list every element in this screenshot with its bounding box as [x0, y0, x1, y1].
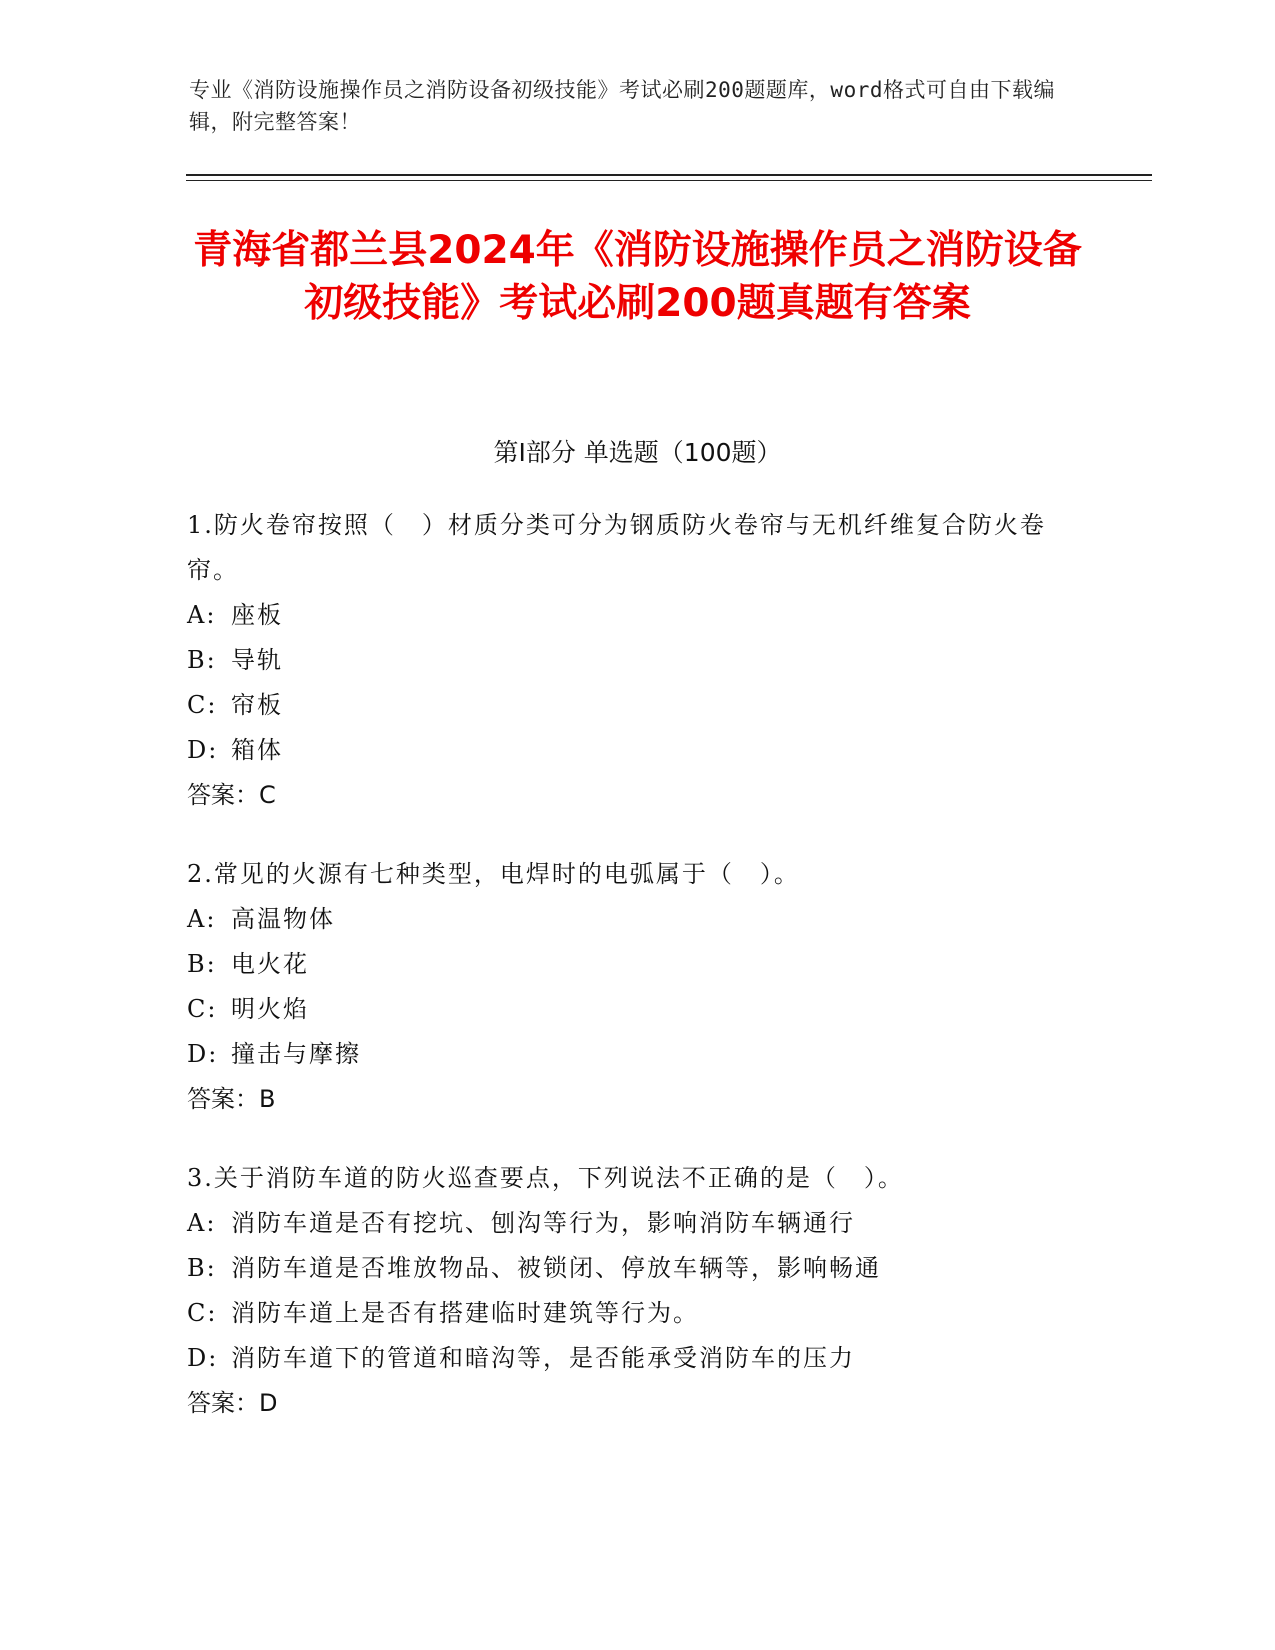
option-a	[187, 1201, 1067, 1246]
option-c	[187, 683, 1067, 728]
question-stem: 1.防火卷帘按照（ ）材质分类可分为钢质防火卷帘与无机纤维复合防火卷帘。	[187, 511, 1046, 584]
option-c	[187, 1291, 1067, 1336]
option-text: 电火花	[231, 950, 309, 978]
option-text: 消防车道是否有挖坑、刨沟等行为，影响消防车辆通行	[231, 1209, 855, 1237]
option-letter: C:	[187, 691, 218, 719]
option-letter: A:	[187, 1209, 217, 1237]
option-letter: A:	[187, 905, 217, 933]
question-1	[187, 503, 1067, 818]
section-heading: 第Ⅰ部分 单选题（100题）	[493, 438, 782, 467]
option-text: 消防车道是否堆放物品、被锁闭、停放车辆等，影响畅通	[231, 1254, 881, 1282]
question-2	[187, 852, 1067, 1122]
option-text: 明火焰	[231, 995, 309, 1023]
option-c	[187, 987, 1067, 1032]
option-text: 消防车道上是否有搭建临时建筑等行为。	[231, 1299, 699, 1327]
option-text: 帘板	[231, 691, 283, 719]
option-text: 导轨	[231, 646, 283, 674]
header-rule-thin	[186, 180, 1152, 181]
option-letter: B:	[187, 950, 217, 978]
option-b	[187, 1246, 1067, 1291]
option-text: 撞击与摩擦	[231, 1040, 361, 1068]
option-letter: A:	[187, 601, 217, 629]
option-letter: D:	[187, 1040, 219, 1068]
header-note: 专业《消防设施操作员之消防设备初级技能》考试必刷200题题库，word格式可自由下载编辑，附完整答案！	[189, 78, 1055, 134]
option-letter: C:	[187, 1299, 218, 1327]
question-stem: 3.关于消防车道的防火巡查要点，下列说法不正确的是（ ）。	[187, 1164, 904, 1192]
option-a	[187, 897, 1067, 942]
option-d	[187, 1336, 1067, 1381]
option-a	[187, 593, 1067, 638]
option-text: 高温物体	[231, 905, 335, 933]
option-d	[187, 1032, 1067, 1077]
question-stem: 2.常见的火源有七种类型，电焊时的电弧属于（ ）。	[187, 860, 800, 888]
option-text: 座板	[231, 601, 283, 629]
option-text: 箱体	[231, 736, 283, 764]
option-letter: C:	[187, 995, 218, 1023]
question-3	[187, 1156, 1067, 1426]
option-letter: B:	[187, 646, 217, 674]
option-letter: B:	[187, 1254, 217, 1282]
option-b	[187, 638, 1067, 683]
option-b	[187, 942, 1067, 987]
option-text: 消防车道下的管道和暗沟等，是否能承受消防车的压力	[231, 1344, 855, 1372]
answer-line: 答案：D	[187, 1389, 278, 1417]
answer-line: 答案：C	[187, 781, 276, 809]
option-d	[187, 728, 1067, 773]
document-title: 青海省都兰县2024年《消防设施操作员之消防设备初级技能》考试必刷200题真题有答案	[193, 228, 1082, 326]
option-letter: D:	[187, 1344, 219, 1372]
answer-line: 答案：B	[187, 1085, 276, 1113]
header-rule-thick	[186, 174, 1152, 176]
option-letter: D:	[187, 736, 219, 764]
